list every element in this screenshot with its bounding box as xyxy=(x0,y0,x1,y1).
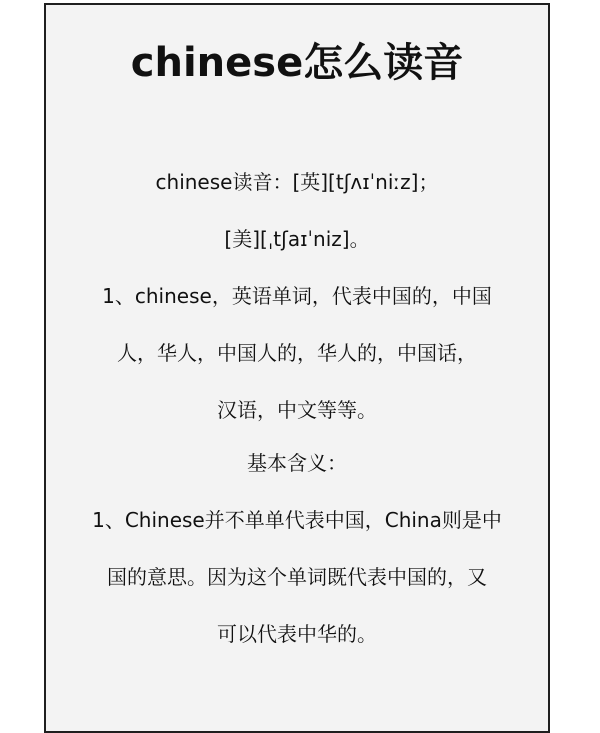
explanation-line-3: 可以代表中华的。 xyxy=(217,622,377,646)
meaning-line-2: 人，华人，中国人的，华人的，中国话， xyxy=(117,341,477,365)
meaning-line-3: 汉语，中文等等。 xyxy=(217,398,377,422)
pronunciation-us-line: [美][ˌtʃaɪˈniz]。 xyxy=(224,227,370,251)
basic-meaning-heading: 基本含义： xyxy=(247,451,347,475)
explanation-line-2: 国的意思。因为这个单词既代表中国的，又 xyxy=(107,565,487,589)
meaning-line-1: 1、chinese，英语单词，代表中国的，中国 xyxy=(102,284,492,308)
document-card xyxy=(44,3,550,733)
pronunciation-uk-line: chinese读音：[英][tʃʌɪˈniːz]； xyxy=(155,170,439,194)
page-title: chinese怎么读音 xyxy=(130,40,464,86)
explanation-line-1: 1、Chinese并不单单代表中国，China则是中 xyxy=(92,508,502,532)
